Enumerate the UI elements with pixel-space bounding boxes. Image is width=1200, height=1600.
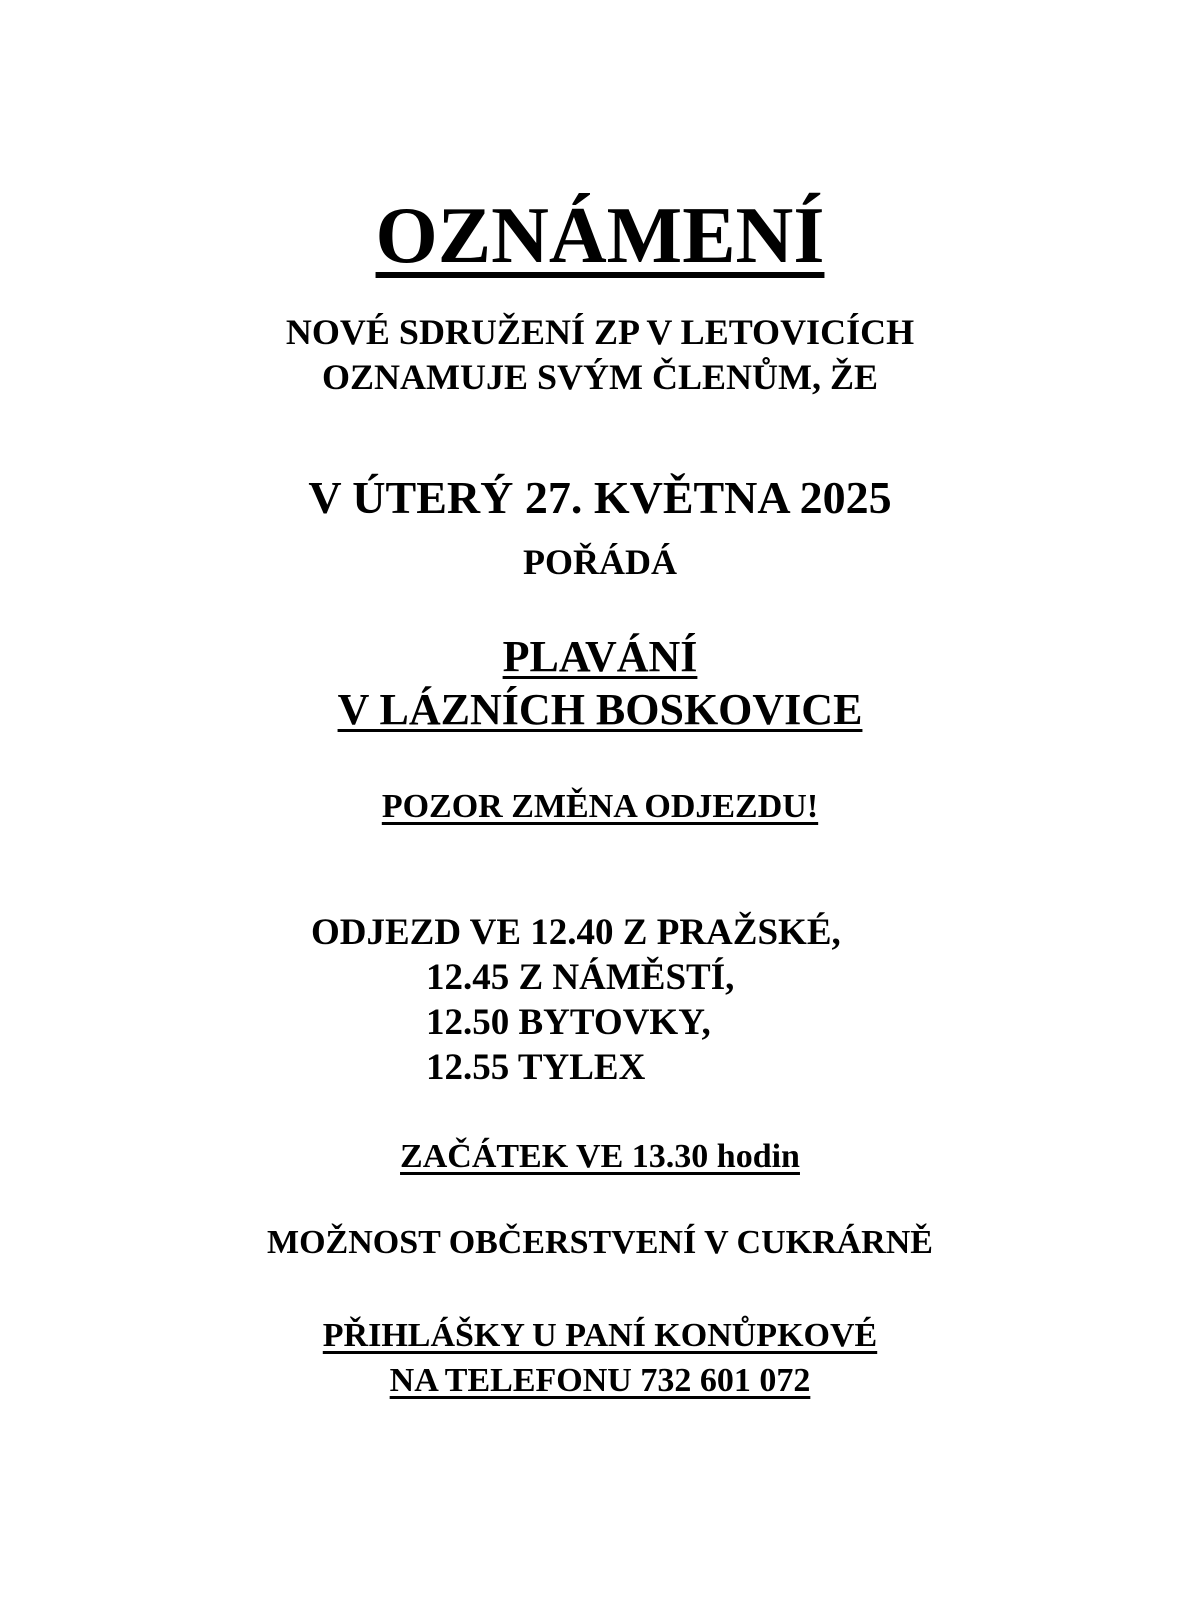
- announcement-title-text: OZNÁMENÍ: [375, 192, 825, 280]
- departure-change-warning-text: POZOR ZMĚNA ODJEZDU!: [381, 788, 819, 825]
- intro-line-2: OZNAMUJE SVÝM ČLENŮM, ŽE: [321, 357, 878, 397]
- departure-line-4: 12.55 TYLEX: [426, 1047, 646, 1088]
- announcement-title: [0, 192, 1200, 280]
- event-title-line-2: [0, 685, 1200, 734]
- departure-line-2: 12.45 Z NÁMĚSTÍ,: [426, 957, 735, 998]
- event-title-line-1-text: PLAVÁNÍ: [502, 632, 698, 681]
- departure-change-warning: [0, 790, 1200, 824]
- event-title-line-2-text: V LÁZNÍCH BOSKOVICE: [337, 685, 863, 734]
- departure-line-1: ODJEZD VE 12.40 Z PRAŽSKÉ,: [311, 912, 841, 953]
- organizes-label: POŘÁDÁ: [523, 542, 677, 582]
- departure-line-3: 12.50 BYTOVKY,: [426, 1002, 711, 1043]
- start-time: [0, 1140, 1200, 1174]
- start-time-text: ZAČÁTEK VE 13.30 hodin: [400, 1138, 800, 1175]
- event-title-line-1: [0, 632, 1200, 681]
- registration-line-1: [0, 1319, 1200, 1353]
- registration-line-2-text: NA TELEFONU 732 601 072: [389, 1362, 811, 1399]
- event-date: V ÚTERÝ 27. KVĚTNA 2025: [308, 472, 892, 523]
- intro-line-1: NOVÉ SDRUŽENÍ ZP V LETOVICÍCH: [285, 312, 915, 352]
- registration-line-2: [0, 1364, 1200, 1398]
- registration-line-1-text: PŘIHLÁŠKY U PANÍ KONŮPKOVÉ: [322, 1317, 878, 1354]
- refreshments-note: MOŽNOST OBČERSTVENÍ V CUKRÁRNĚ: [267, 1224, 933, 1261]
